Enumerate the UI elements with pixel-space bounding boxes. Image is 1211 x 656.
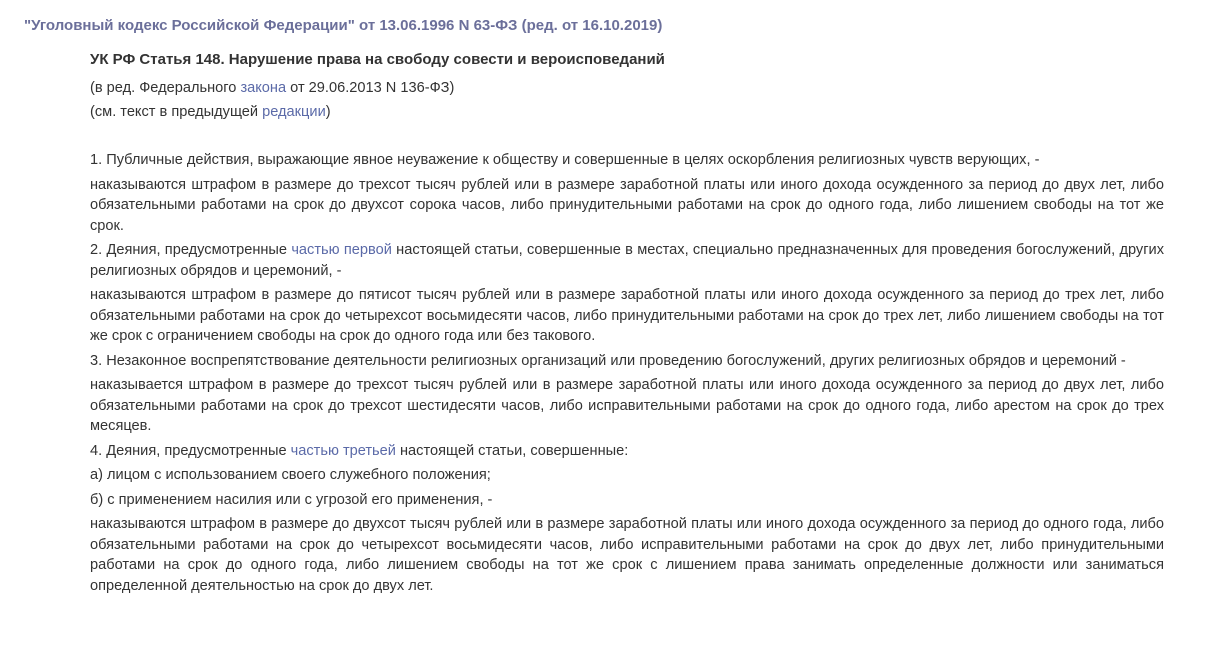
part-3: 3. Незаконное воспрепятствование деятельности религиозных организаций или проведению богослужений, других религиозных обрядов и церемоний -	[90, 352, 1126, 369]
law-link[interactable]: закона	[240, 80, 287, 96]
document-title: "Уголовный кодекс Российской Федерации" от 13.06.1996 N 63-ФЗ (ред. от 16.10.2019)	[24, 17, 663, 34]
part-2-prefix: 2. Деяния, предусмотренные	[90, 242, 292, 258]
part-2-penalty: наказываются штрафом в размере до пятисот тысяч рублей или в размере заработной платы или иного дохода осужденного за период до трех лет, либо обязательными работами на срок до четырехсот восьмидесяти часов, либо принудительными работами на срок до трех лет, либо лишением свободы на тот же срок с ограничением свободы на срок до одного года или без такового.	[90, 287, 1164, 344]
article-body	[90, 50, 1164, 600]
part-1-penalty: наказываются штрафом в размере до трехсот тысяч рублей или в размере заработной платы или иного дохода осужденного за период до двух лет, либо обязательными работами на срок до двухсот сорока часов, либо принудительными работами на срок до одного года, либо лишением свободы на тот же срок.	[90, 176, 1164, 234]
part-4-item-b: б) с применением насилия или с угрозой его применения, -	[90, 491, 493, 508]
part-one-link[interactable]: частью первой	[291, 242, 392, 258]
previous-edition-note	[90, 100, 1164, 124]
edition-note-prefix: (в ред. Федерального	[90, 80, 241, 96]
part-4-suffix: настоящей статьи, совершенные:	[395, 442, 629, 459]
part-2	[90, 240, 1164, 281]
part-4-prefix: 4. Деяния, предусмотренные	[90, 442, 291, 459]
part-4-penalty: наказываются штрафом в размере до двухсот тысяч рублей или в размере заработной платы или иного дохода осужденного за период до одного года, либо обязательными работами на срок до четырехсот восьмидесяти часов, либо исправительными работами на срок до двух лет, либо принудительными работами на срок до одного года, либо лишением свободы на тот же срок с лишением права занимать определенные должности или заниматься определенной деятельностью на срок до двух лет.	[90, 516, 1164, 594]
part-2-suffix: настоящей статьи, совершенные в местах, специально предназначенных для проведения богослужений, других религиозных обрядов и церемоний, -	[90, 242, 1164, 279]
previous-edition-suffix: )	[325, 104, 331, 120]
article-title: УК РФ Статья 148. Нарушение права на свободу совести и вероисповеданий	[90, 51, 665, 68]
edition-note	[90, 76, 1164, 100]
previous-edition-prefix: (см. текст в предыдущей	[90, 104, 263, 120]
part-4-item-a: а) лицом с использованием своего служебного положения;	[90, 467, 491, 483]
previous-edition-link[interactable]: редакции	[262, 104, 326, 120]
spacer	[90, 124, 1164, 150]
part-3-penalty: наказывается штрафом в размере до трехсот тысяч рублей или в размере заработной платы или иного дохода осужденного за период до двух лет, либо обязательными работами на срок до трехсот шестидесяти часов, либо исправительными работами на срок до одного года, либо арестом на срок до трех месяцев.	[90, 377, 1164, 434]
part-three-link[interactable]: частью третьей	[290, 442, 396, 459]
edition-note-suffix: от 29.06.2013 N 136-ФЗ)	[286, 80, 455, 96]
part-1: 1. Публичные действия, выражающие явное неуважение к обществу и совершенные в целях оскорбления религиозных чувств верующих, -	[90, 152, 1040, 168]
part-4	[90, 441, 1164, 462]
